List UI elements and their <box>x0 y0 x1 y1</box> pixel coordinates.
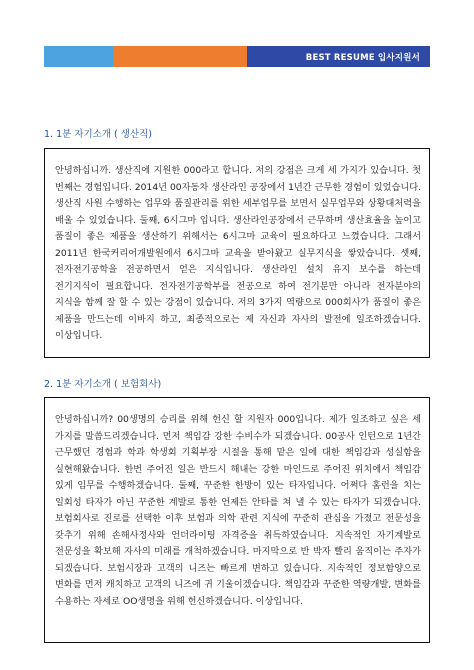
section-title-production: 1. 1분 자기소개 ( 생산직) <box>44 129 153 140</box>
section-title-insurance: 2. 1분 자기소개 ( 보험회사) <box>44 379 162 390</box>
banner-blue-segment <box>44 46 113 67</box>
section-box-insurance <box>44 397 430 643</box>
banner-title: BEST RESUME 입사지원서 <box>305 52 420 63</box>
section-body-insurance: 안녕하십니까? 00생명의 승리를 위해 헌신 할 지원자 000입니다. 제가 일조하고 싶은 세 가지를 말씀드리겠습니다. 먼저 책임감 강한 수비수가 되겠습니다. 00공사 인턴으로 1년간 근무했던 경험과 학과 학생회 기획부장 시절을 통해 맡은 일에 대한 책임감과 성실함을 실현해왔습니다. 한번 주어진 일은 반드시 해내는 강한 마인드로 주어진 위치에서 책임감 있게 임무를 수행하겠습니다. 둘째, 꾸준한 한방이 있는 타자입니다. 어쩌다 홈런을 치는 일회성 타자가 아닌 꾸준한 계발로 통한 언제든 안타를 쳐 낼 수 있는 타자가 되겠습니다. 보험회사로 진로를 선택한 이후 보험과 의학 관련 지식에 꾸준히 관심을 가졌고 전문성을 갖추기 위해 손해사정사와 언더라이팅 자격증을 취득하였습니다. 지속적인 자기계발로 전문성을 확보해 자사의 미래를 개척하겠습니다. 마지막으로 반 박자 빨리 움직이는 주자가 되겠습니다. 보험시장과 고객의 니즈는 빠르게 변하고 있습니다. 지속적인 정보함양으로 변화를 먼저 캐치하고 고객의 니즈에 귀 기울이겠습니다. 책임감과 꾸준한 역량개발, 변화를 수용하는 자세로 OO생명을 위해 헌신하겠습니다. 이상입니다. <box>55 414 421 607</box>
banner-navy-segment <box>247 46 430 67</box>
section-box-production <box>44 148 430 358</box>
banner-orange-segment <box>113 46 247 67</box>
section-body-production: 안녕하십니까. 생산직에 지원한 000라고 합니다. 저의 강점은 크게 세 가지가 있습니다. 첫 번째는 경험입니다. 2014년 00자동차 생산라인 공장에서 1년간 근무한 경험이 있었습니다. 생산직 사원 수행하는 업무와 품질관리를 위한 세부업무를 보면서 실무업무와 상황대처력을 배울 수 있었습니다. 둘째, 6시그마 입니다. 생산라인공장에서 근무하며 생산효율을 높이고 품질이 좋은 제품을 생산하기 위해서는 6시그마 교육이 필요하다고 느꼈습니다. 그래서 2011년 한국커리어개발원에서 6시그마 교육을 받아왔고 실무지식을 쌓았습니다. 셋째, 전자전기공학을 전공하면서 얻은 지식입니다. 생산라인 설치 유지 보수를 하는데 전기지식이 필요합니다. 전자전기공학부를 전공으로 하여 전기분만 아니라 전자분야의 지식을 함께 잘 할 수 있는 강점이 있습니다. 저의 3가지 역량으로 000회사가 품질이 좋은 제품을 만드는데 이바지 하고, 최종적으로는 제 자신과 자사의 발전에 일조하겠습니다. 이상입니다. <box>55 165 421 341</box>
header-banner <box>44 46 430 67</box>
